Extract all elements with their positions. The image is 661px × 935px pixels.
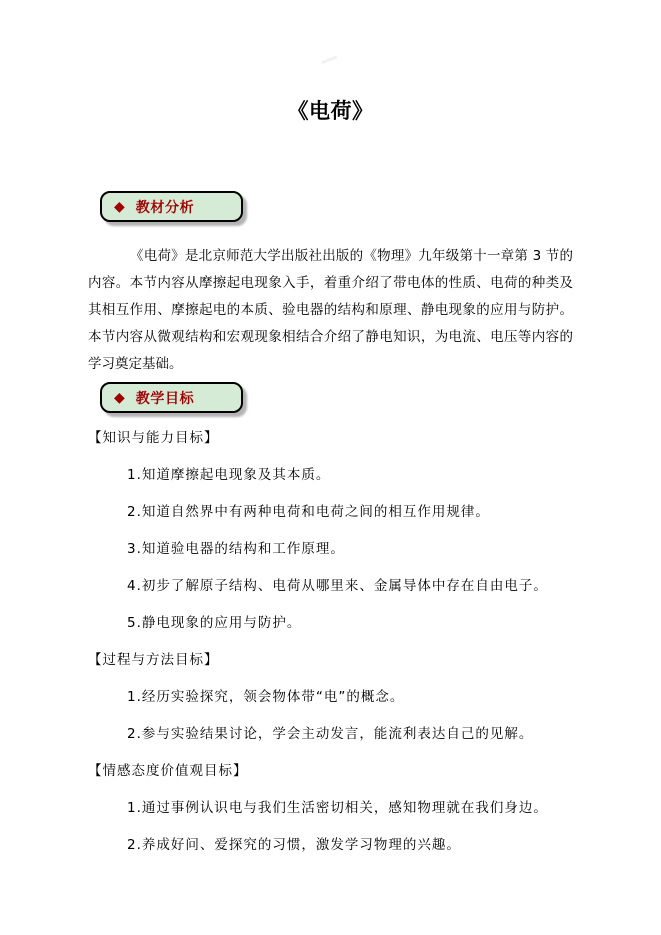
objective-group-heading-knowledge: 【知识与能力目标】 [88, 430, 219, 446]
objective-item: 5.静电现象的应用与防护。 [127, 615, 302, 631]
objective-item: 2.参与实验结果讨论，学会主动发言，能流利表达自己的见解。 [127, 726, 534, 742]
objective-item: 2.养成好问、爱探究的习惯，激发学习物理的兴趣。 [127, 837, 461, 853]
section-badge-label-analysis: 教材分析 [135, 199, 195, 216]
objective-item: 1.知道摩擦起电现象及其本质。 [127, 467, 331, 483]
objective-item: 3.知道验电器的结构和工作原理。 [127, 541, 345, 557]
diamond-icon: ◆ [114, 389, 125, 406]
objective-item: 4.初步了解原子结构、电荷从哪里来、金属导体中存在自由电子。 [127, 578, 548, 594]
document-body [88, 191, 573, 854]
objective-item: 2.知道自然界中有两种电荷和电荷之间的相互作用规律。 [127, 504, 490, 520]
objective-item: 1.经历实验探究，领会物体带“电”的概念。 [127, 689, 405, 705]
diamond-icon: ◆ [114, 198, 125, 215]
section-badge-label-objectives: 教学目标 [135, 390, 195, 407]
section-badge-teaching-objectives [100, 382, 243, 413]
section-badge-textbook-analysis [100, 191, 243, 222]
objectives-list [88, 430, 573, 854]
analysis-paragraph: 《电荷》是北京师范大学出版社出版的《物理》九年级第十一章第 3 节的内容。本节内容从摩擦起电现象入手，着重介绍了带电体的性质、电荷的种类及其相互作用、摩擦起电的本质、验电器的结构和原理、静电现象的应用与防护。本节内容从微观结构和宏观现象相结合介绍了静电知识，为电流、电压等内容的学习奠定基础。 [88, 248, 573, 372]
objective-group-heading-process: 【过程与方法目标】 [88, 652, 219, 668]
objective-item: 1.通过事例认识电与我们生活密切相关，感知物理就在我们身边。 [127, 800, 548, 816]
document-title: 《电荷》 [287, 99, 374, 123]
objective-group-heading-emotion: 【情感态度价值观目标】 [88, 763, 248, 779]
